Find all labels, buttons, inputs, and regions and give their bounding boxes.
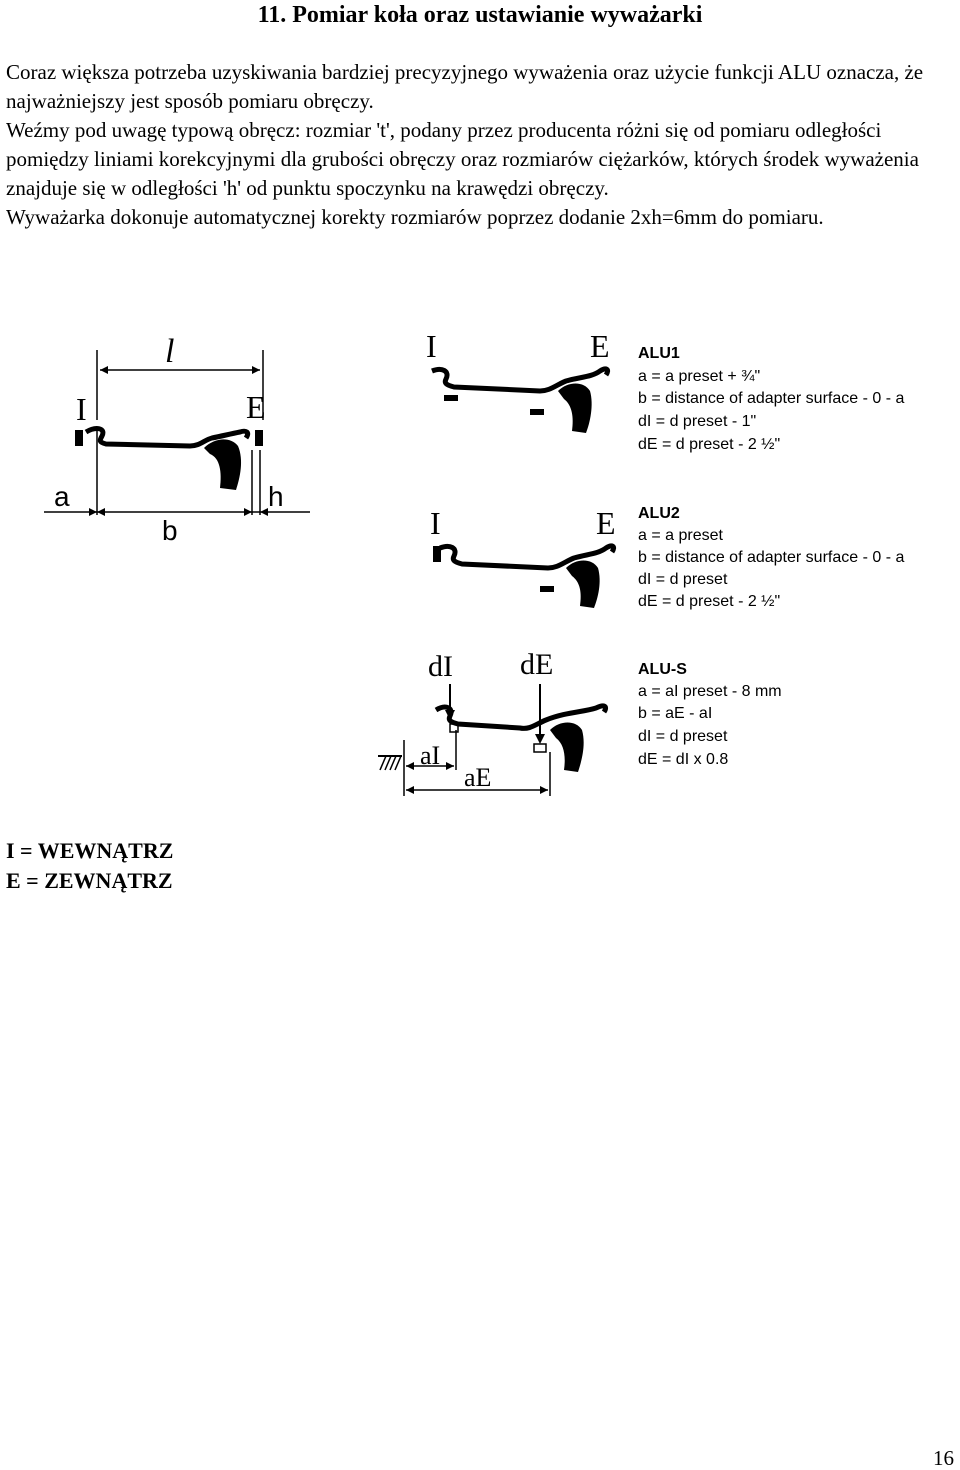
alu1-label-e: E xyxy=(590,328,610,364)
label-i: I xyxy=(76,391,87,427)
page-number: 16 xyxy=(933,1446,954,1470)
alus-label-ai: aI xyxy=(420,741,441,770)
alu1-line-3: dI = d preset - 1" xyxy=(638,413,757,430)
label-l: l xyxy=(165,333,175,370)
alu2-line-2: b = distance of adapter surface - 0 - a xyxy=(638,549,905,566)
alu1-label-i: I xyxy=(426,328,437,364)
paragraph-2: Weźmy pod uwagę typową obręcz: rozmiar 't', podany przez producenta różni się od pomiaru odległości pomiędzy liniami korekcyjnymi dla grubości obręczy oraz rozmiarów ciężarków, których środek wyważenia znajduje się w odległości 'h' od punktu spoczynku na krawędzi obręczy. xyxy=(6,118,919,200)
alus-line-1: a = aI preset - 8 mm xyxy=(638,683,782,700)
alus-label-de: dE xyxy=(520,648,554,681)
alu2-label-i: I xyxy=(430,505,441,541)
label-a: a xyxy=(54,481,70,512)
alu1-line-1: a = a preset + ¾" xyxy=(638,368,761,385)
alu1-line-4: dE = d preset - 2 ½" xyxy=(638,436,781,453)
alus-line-2: b = aE - aI xyxy=(638,705,713,722)
label-e: E xyxy=(246,389,266,425)
alu2-line-1: a = a preset xyxy=(638,527,723,544)
alus-line-4: dE = dI x 0.8 xyxy=(638,751,729,768)
paragraph-3: Wyważarka dokonuje automatycznej korekty rozmiarów poprzez dodanie 2xh=6mm do pomiaru. xyxy=(6,205,824,229)
alu1-line-2: b = distance of adapter surface - 0 - a xyxy=(638,390,905,407)
alus-figure xyxy=(370,640,940,810)
alus-line-3: dI = d preset xyxy=(638,728,728,745)
legend-outside: E = ZEWNĄTRZ xyxy=(6,868,173,893)
alu1-heading: ALU1 xyxy=(638,345,680,362)
alu2-line-4: dE = d preset - 2 ½" xyxy=(638,593,781,610)
legend-inside: I = WEWNĄTRZ xyxy=(6,838,174,863)
body-text xyxy=(6,58,946,232)
label-h: h xyxy=(268,481,284,512)
alus-label-di: dI xyxy=(428,650,453,683)
alus-label-ae: aE xyxy=(464,763,492,792)
alu2-figure xyxy=(420,490,940,620)
page-title: 11. Pomiar koła oraz ustawianie wyważarki xyxy=(257,2,703,28)
paragraph-1: Coraz większa potrzeba uzyskiwania bardziej precyzyjnego wyważenia oraz użycie funkcji ALU oznacza, że najważniejszy jest sposób pomiaru obręczy. xyxy=(6,60,924,113)
alu2-line-3: dI = d preset xyxy=(638,571,728,588)
legend xyxy=(6,836,173,896)
alu2-heading: ALU2 xyxy=(638,505,680,522)
rim-measurement-figure xyxy=(40,320,330,550)
alu2-label-e: E xyxy=(596,505,616,541)
label-b: b xyxy=(162,515,178,546)
alu1-figure xyxy=(420,325,940,455)
alus-heading: ALU-S xyxy=(638,661,687,678)
